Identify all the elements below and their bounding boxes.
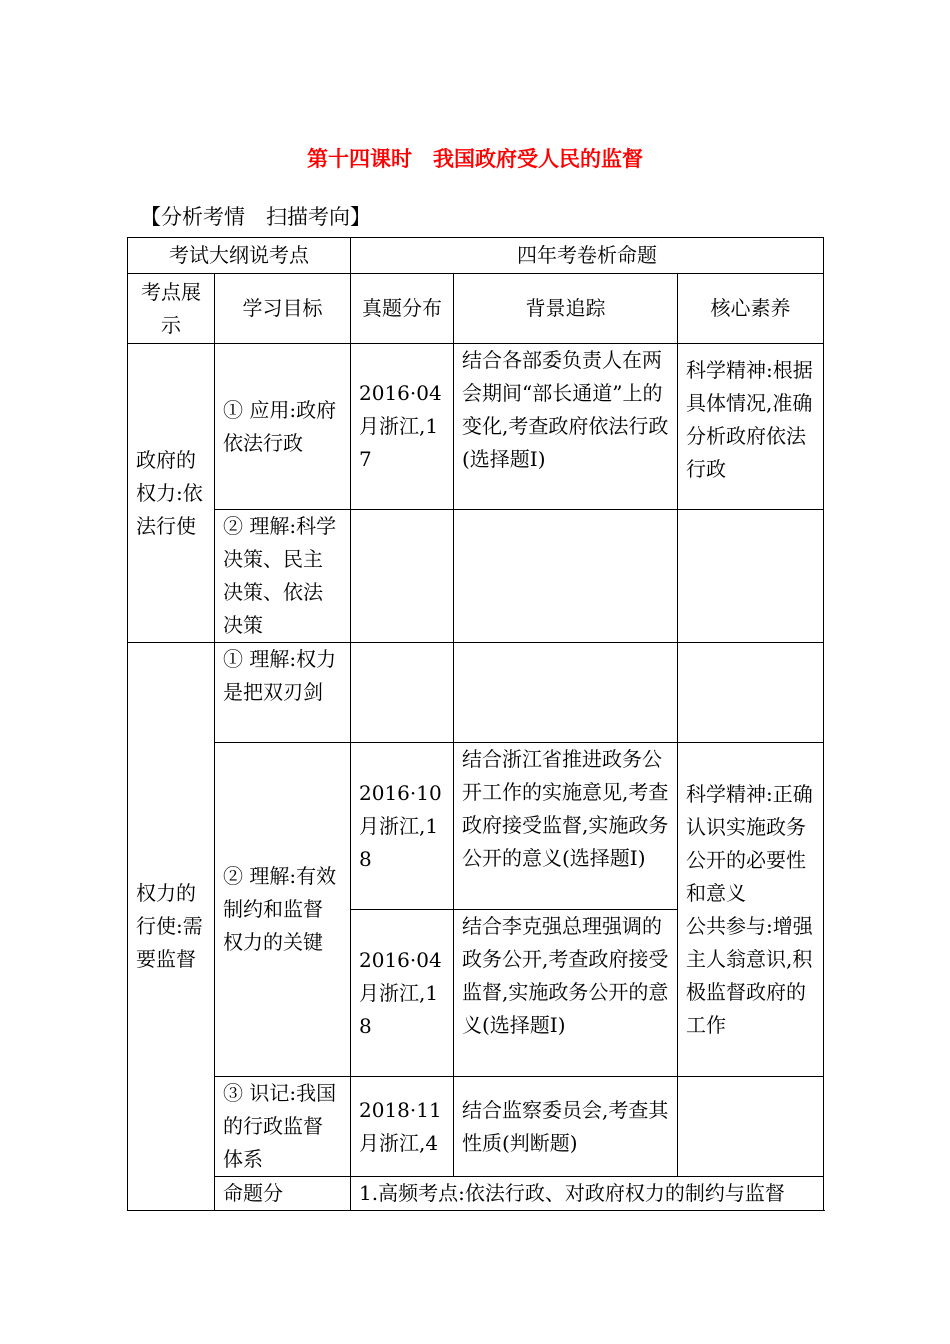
mubiao-cell: ② 理解:科学决策、民主决策、依法决策 bbox=[215, 510, 351, 643]
zhenti-cell: 2016·04月浙江,17 bbox=[351, 344, 454, 510]
suyang-cell: 科学精神:正确认识实施政务公开的必要性和意义 公共参与:增强主人翁意识,积极监督政府的工作 bbox=[678, 743, 824, 1077]
beijing-cell: 结合监察委员会,考查其性质(判断题) bbox=[454, 1077, 678, 1177]
mubiao-cell: ③ 识记:我国的行政监督体系 bbox=[215, 1077, 351, 1177]
mubiao-cell: ② 理解:有效制约和监督权力的关键 bbox=[215, 743, 351, 1077]
suyang-cell bbox=[678, 510, 824, 643]
zhenti-cell: 2018·11月浙江,4 bbox=[351, 1077, 454, 1177]
col-beijing-header: 背景追踪 bbox=[454, 274, 678, 344]
zhenti-cell: 2016·04月浙江,18 bbox=[351, 910, 454, 1077]
footer-text: 1.高频考点:依法行政、对政府权力的制约与监督 bbox=[351, 1177, 824, 1211]
footer-label: 命题分 bbox=[215, 1177, 351, 1211]
beijing-cell bbox=[454, 643, 678, 743]
zhenti-cell: 2016·10月浙江,18 bbox=[351, 743, 454, 910]
mubiao-cell: ① 理解:权力是把双刃剑 bbox=[215, 643, 351, 743]
suyang-cell bbox=[678, 643, 824, 743]
beijing-cell: 结合各部委负责人在两会期间“部长通道”上的变化,考查政府依法行政(选择题Ⅰ) bbox=[454, 344, 678, 510]
header-sinian-kaojuan: 四年考卷析命题 bbox=[351, 238, 824, 274]
kaodian-cell: 权力的行使:需要监督 bbox=[128, 643, 215, 1211]
col-kaodian-header: 考点展示 bbox=[128, 274, 215, 344]
zhenti-cell bbox=[351, 510, 454, 643]
col-mubiao-header: 学习目标 bbox=[215, 274, 351, 344]
col-suyang-header: 核心素养 bbox=[678, 274, 824, 344]
page-title: 第十四课时 我国政府受人民的监督 bbox=[307, 147, 643, 171]
zhenti-cell bbox=[351, 643, 454, 743]
beijing-cell bbox=[454, 510, 678, 643]
section-heading: 【分析考情 扫描考向】 bbox=[140, 205, 371, 229]
header-kaoshi-dagang: 考试大纲说考点 bbox=[128, 238, 351, 274]
suyang-cell bbox=[678, 1077, 824, 1177]
beijing-cell: 结合浙江省推进政务公开工作的实施意见,考查政府接受监督,实施政务公开的意义(选择题Ⅰ) bbox=[454, 743, 678, 910]
suyang-cell: 科学精神:根据具体情况,准确分析政府依法行政 bbox=[678, 344, 824, 510]
beijing-cell: 结合李克强总理强调的政务公开,考查政府接受监督,实施政务公开的意义(选择题Ⅰ) bbox=[454, 910, 678, 1077]
kaodian-cell: 政府的权力:依法行使 bbox=[128, 344, 215, 643]
col-zhenti-header: 真题分布 bbox=[351, 274, 454, 344]
exam-analysis-table bbox=[127, 237, 824, 1211]
mubiao-cell: ① 应用:政府依法行政 bbox=[215, 344, 351, 510]
